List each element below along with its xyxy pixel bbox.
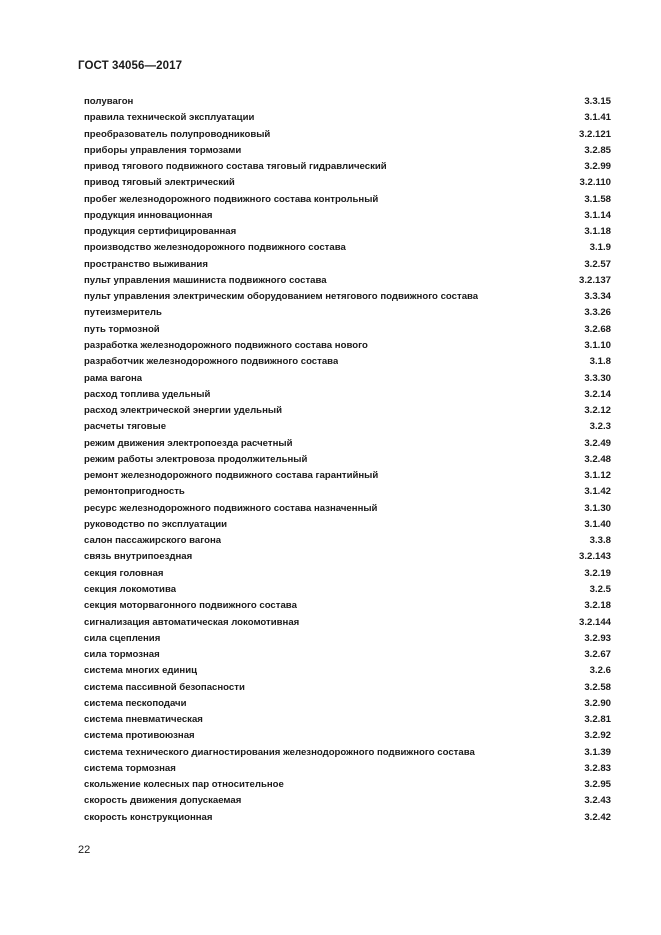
index-term: пульт управления электрическим оборудованием нетягового подвижного состава — [84, 291, 479, 303]
index-entry — [84, 615, 611, 631]
index-reference: 3.2.6 — [589, 665, 611, 677]
index-entry — [84, 777, 611, 793]
index-reference: 3.2.49 — [584, 437, 611, 449]
index-term: режим движения электропоезда расчетный — [84, 437, 293, 449]
index-term: секция моторвагонного подвижного состава — [84, 600, 297, 612]
index-term: продукция инновационная — [84, 209, 213, 221]
index-entry — [84, 436, 611, 452]
index-reference: 3.2.43 — [584, 795, 611, 807]
index-reference: 3.2.92 — [584, 730, 611, 742]
index-entry — [84, 728, 611, 744]
index-term: пульт управления машиниста подвижного состава — [84, 274, 327, 286]
index-entry — [84, 501, 611, 517]
index-reference: 3.2.81 — [584, 714, 611, 726]
index-term: приборы управления тормозами — [84, 144, 242, 156]
index-entry — [84, 468, 611, 484]
index-reference: 3.2.85 — [584, 144, 611, 156]
index-entry — [84, 240, 611, 256]
index-reference: 3.2.137 — [578, 274, 611, 286]
index-entry — [84, 793, 611, 809]
index-reference: 3.1.42 — [584, 486, 611, 498]
index-entry — [84, 354, 611, 370]
index-term: салон пассажирского вагона — [84, 535, 222, 547]
index-term: система пассивной безопасности — [84, 681, 245, 693]
index-term: связь внутрипоездная — [84, 551, 193, 563]
index-reference: 3.2.90 — [584, 697, 611, 709]
index-entry — [84, 712, 611, 728]
index-reference: 3.2.93 — [584, 632, 611, 644]
index-reference: 3.1.9 — [589, 242, 611, 254]
index-entry — [84, 680, 611, 696]
index-term: система пескоподачи — [84, 697, 187, 709]
index-term: разработка железнодорожного подвижного состава нового — [84, 339, 368, 351]
index-entry — [84, 696, 611, 712]
index-reference: 3.1.30 — [584, 502, 611, 514]
index-entry — [84, 452, 611, 468]
index-reference: 3.2.12 — [584, 405, 611, 417]
index-term: привод тяговый электрический — [84, 177, 235, 189]
index-term: производство железнодорожного подвижного состава — [84, 242, 346, 254]
term-index-list — [84, 94, 611, 826]
index-reference: 3.1.12 — [584, 470, 611, 482]
index-term: преобразователь полупроводниковый — [84, 128, 271, 140]
index-entry — [84, 549, 611, 565]
index-reference: 3.2.3 — [589, 421, 611, 433]
index-reference: 3.2.95 — [584, 779, 611, 791]
index-reference: 3.1.39 — [584, 746, 611, 758]
index-entry — [84, 517, 611, 533]
index-term: правила технической эксплуатации — [84, 112, 255, 124]
index-term: система технического диагностирования железнодорожного подвижного состава — [84, 746, 475, 758]
index-reference: 3.1.41 — [584, 112, 611, 124]
index-reference: 3.3.30 — [584, 372, 611, 384]
index-reference: 3.3.26 — [584, 307, 611, 319]
index-entry — [84, 631, 611, 647]
index-entry — [84, 403, 611, 419]
index-term: полувагон — [84, 96, 134, 107]
index-entry — [84, 143, 611, 159]
index-reference: 3.2.58 — [584, 681, 611, 693]
index-term: продукция сертифицированная — [84, 226, 237, 238]
index-term: система тормозная — [84, 762, 176, 774]
index-term: разработчик железнодорожного подвижного состава — [84, 356, 339, 368]
index-reference: 3.2.143 — [578, 551, 611, 563]
index-entry — [84, 338, 611, 354]
index-reference: 3.2.144 — [578, 616, 611, 628]
index-term: привод тягового подвижного состава тяговый гидравлический — [84, 161, 387, 173]
index-reference: 3.3.8 — [589, 535, 611, 547]
index-reference: 3.2.121 — [578, 128, 611, 140]
index-entry — [84, 192, 611, 208]
index-entry — [84, 127, 611, 143]
index-reference: 3.2.5 — [589, 583, 611, 595]
index-term: руководство по эксплуатации — [84, 518, 228, 530]
index-entry — [84, 387, 611, 403]
index-entry — [84, 175, 611, 191]
index-reference: 3.1.14 — [584, 209, 611, 221]
index-term: система пневматическая — [84, 714, 203, 726]
index-entry — [84, 745, 611, 761]
index-entry — [84, 94, 611, 110]
index-term: расход электрической энергии удельный — [84, 405, 282, 417]
index-reference: 3.2.57 — [584, 258, 611, 270]
index-term: пробег железнодорожного подвижного состава контрольный — [84, 193, 379, 205]
index-term: пространство выживания — [84, 258, 208, 270]
index-entry — [84, 598, 611, 614]
index-term: ремонт железнодорожного подвижного состава гарантийный — [84, 470, 379, 482]
index-term: система противоюзная — [84, 730, 195, 742]
index-reference: 3.3.34 — [584, 291, 611, 303]
index-reference: 3.2.110 — [579, 177, 611, 189]
index-entry — [84, 419, 611, 435]
index-reference: 3.1.10 — [584, 339, 611, 351]
index-term: скольжение колесных пар относительное — [84, 779, 284, 791]
index-reference: 3.1.58 — [584, 193, 611, 205]
index-reference: 3.2.68 — [584, 323, 611, 335]
index-term: ресурс железнодорожного подвижного состава назначенный — [84, 502, 378, 514]
index-entry — [84, 810, 611, 826]
index-entry — [84, 289, 611, 305]
index-term: сигнализация автоматическая локомотивная — [84, 616, 300, 628]
index-reference: 3.2.83 — [584, 762, 611, 774]
document-header: ГОСТ 34056—2017 — [78, 60, 183, 72]
index-entry — [84, 761, 611, 777]
index-term: секция головная — [84, 567, 164, 579]
index-entry — [84, 663, 611, 679]
page-number: 22 — [78, 844, 91, 856]
index-term: расход топлива удельный — [84, 388, 211, 400]
index-term: система многих единиц — [84, 665, 198, 677]
index-reference: 3.2.18 — [584, 600, 611, 612]
index-reference: 3.2.67 — [584, 649, 611, 661]
index-term: скорость движения допускаемая — [84, 795, 242, 807]
index-entry — [84, 371, 611, 387]
index-reference: 3.2.42 — [584, 811, 611, 823]
index-reference: 3.3.15 — [584, 96, 611, 107]
index-term: скорость конструкционная — [84, 811, 213, 823]
index-entry — [84, 566, 611, 582]
index-reference: 3.2.14 — [584, 388, 611, 400]
index-reference: 3.1.8 — [589, 356, 611, 368]
index-entry — [84, 159, 611, 175]
index-term: путь тормозной — [84, 323, 160, 335]
index-term: сила сцепления — [84, 632, 161, 644]
index-entry — [84, 484, 611, 500]
index-reference: 3.2.48 — [584, 453, 611, 465]
index-entry — [84, 273, 611, 289]
index-term: режим работы электровоза продолжительный — [84, 453, 308, 465]
index-entry — [84, 224, 611, 240]
index-entry — [84, 257, 611, 273]
index-entry — [84, 582, 611, 598]
index-reference: 3.2.19 — [584, 567, 611, 579]
index-term: путеизмеритель — [84, 307, 162, 319]
index-term: рама вагона — [84, 372, 143, 384]
index-entry — [84, 647, 611, 663]
index-entry — [84, 322, 611, 338]
index-term: расчеты тяговые — [84, 421, 167, 433]
index-reference: 3.1.18 — [584, 226, 611, 238]
index-entry — [84, 110, 611, 126]
index-term: секция локомотива — [84, 583, 177, 595]
index-reference: 3.1.40 — [584, 518, 611, 530]
index-entry — [84, 533, 611, 549]
index-term: сила тормозная — [84, 649, 160, 661]
index-term: ремонтопригодность — [84, 486, 185, 498]
index-entry — [84, 208, 611, 224]
index-entry — [84, 305, 611, 321]
index-reference: 3.2.99 — [584, 161, 611, 173]
